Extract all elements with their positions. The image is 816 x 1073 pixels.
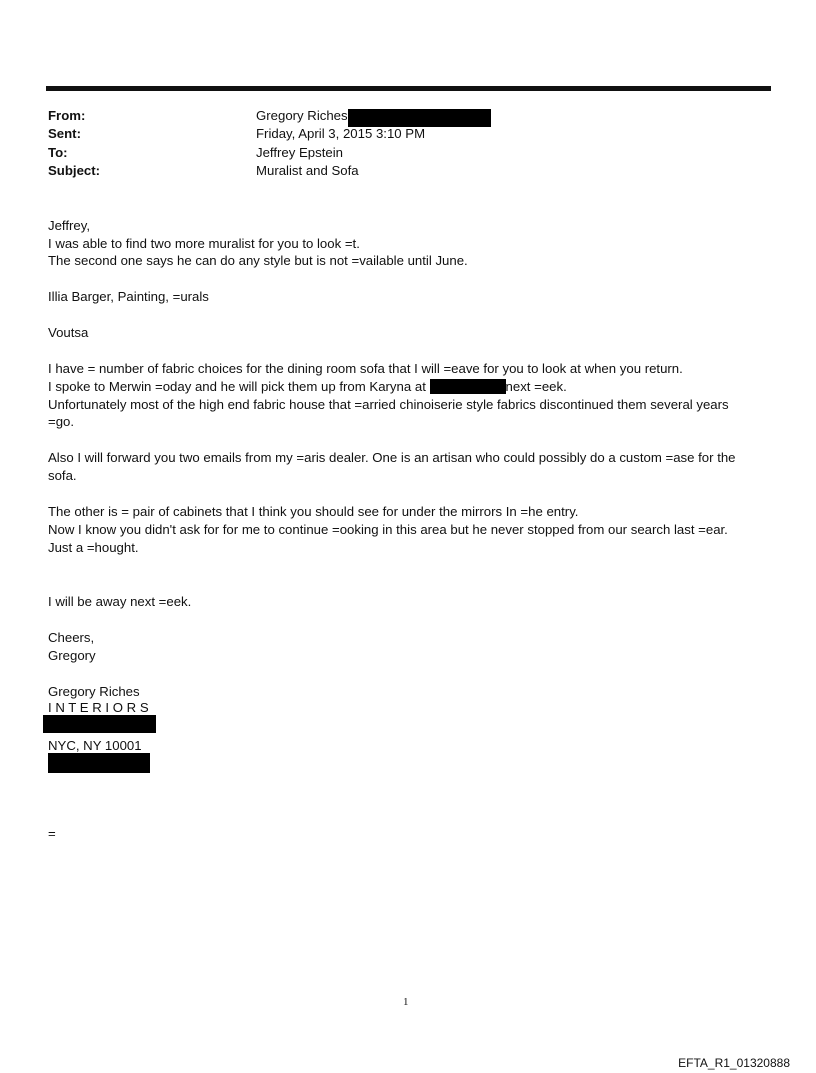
body-line: The second one says he can do any style but is not =vailable until June. [48, 253, 468, 268]
subject-label: Subject: [48, 163, 101, 178]
sent-value: Friday, April 3, 2015 3:10 PM [256, 126, 426, 141]
body-line: I have = number of fabric choices for the dining room sofa that I will =eave for you to look at when you return. [48, 361, 683, 376]
body-line: Just a =hought. [48, 540, 139, 555]
page-number: 1 [403, 996, 409, 1008]
from-label: From: [48, 108, 86, 123]
trailing-char: = [48, 826, 56, 841]
body-line: Cheers, [48, 630, 95, 645]
signature-company: I N T E R I O R S [48, 700, 149, 715]
body-line: Illia Barger, Painting, =urals [48, 289, 209, 304]
redaction-phone [48, 753, 150, 773]
body-line: =go. [48, 414, 75, 429]
header-rule [46, 86, 771, 91]
body-line [48, 379, 567, 394]
body-line: Gregory [48, 648, 96, 663]
signature-city: NYC, NY 10001 [48, 738, 142, 753]
body-line: Voutsa [48, 325, 89, 340]
greeting: Jeffrey, [48, 218, 91, 233]
body-line: sofa. [48, 468, 77, 483]
to-value: Jeffrey Epstein [256, 145, 343, 160]
signature-name: Gregory Riches [48, 684, 140, 699]
body-line: I was able to find two more muralist for you to look =t. [48, 236, 360, 251]
to-label: To: [48, 145, 68, 160]
from-value: Gregory Riches [256, 108, 348, 123]
body-line-part: next =eek. [505, 379, 567, 394]
redaction-inline [430, 379, 506, 394]
body-line: Unfortunately most of the high end fabric house that =arried chinoiserie style fabrics discontinued them several years [48, 397, 729, 412]
sent-label: Sent: [48, 126, 81, 141]
redaction-from-email [348, 109, 491, 127]
body-line-part: I spoke to Merwin =oday and he will pick them up from Karyna at [48, 379, 426, 394]
body-line: The other is = pair of cabinets that I think you should see for under the mirrors In =he entry. [48, 504, 579, 519]
redaction-address [43, 715, 156, 733]
bates-number: EFTA_R1_01320888 [678, 1056, 790, 1070]
body-line: I will be away next =eek. [48, 594, 192, 609]
body-line: Also I will forward you two emails from my =aris dealer. One is an artisan who could possibly do a custom =ase for the [48, 450, 736, 465]
subject-value: Muralist and Sofa [256, 163, 359, 178]
body-line: Now I know you didn't ask for for me to continue =ooking in this area but he never stopped from our search last =ear. [48, 522, 728, 537]
